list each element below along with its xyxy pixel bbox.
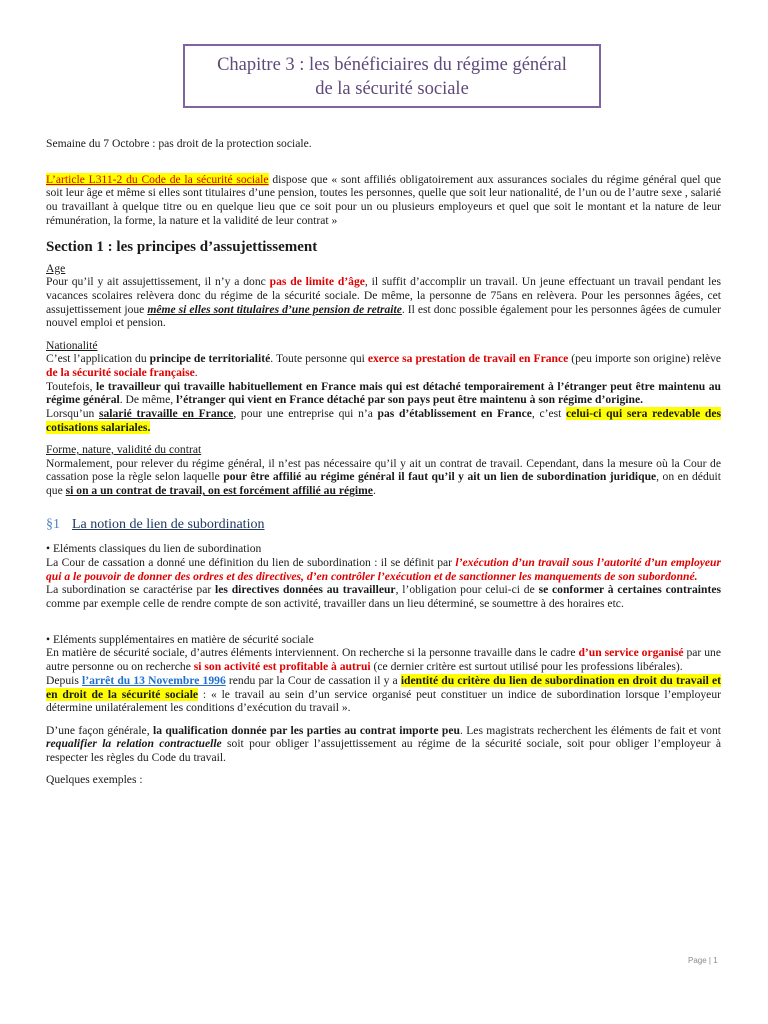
- contrat-heading: Forme, nature, validité du contrat: [46, 442, 202, 456]
- nationalite-paragraph-2: Toutefois, le travailleur qui travaille habituellement en France mais qui est détaché temporairement à l’étranger peut être maintenu au régime général. De même, l’étranger qui vient en France détaché par son pays peut être maintenu à son régime d’origine.: [46, 379, 722, 407]
- supplementaires-paragraph-1: En matière de sécurité sociale, d’autres éléments interviennent. On recherche si la personne travaille dans le cadre d’un service organisé par une autre personne ou on recherche si son activité est profitable à autrui (ce dernier critère est surtout utilisé pour les professions libérales).: [46, 646, 721, 674]
- nationalite-heading: Nationalité: [46, 338, 98, 352]
- arret-link[interactable]: l’arrêt du 13 Novembre 1996: [82, 673, 226, 687]
- chapter-title-box: [183, 44, 601, 108]
- chapter-title-line2: de la sécurité sociale: [315, 79, 469, 99]
- age-heading: Age: [46, 261, 66, 275]
- paragraph-1-label: La notion de lien de subordination: [72, 516, 265, 532]
- chapter-title-line1: Chapitre 3 : les bénéficiaires du régime général: [217, 55, 567, 75]
- classiques-paragraph-2: La subordination se caractérise par les directives données au travailleur, l’obligation pour celui-ci de se conformer à certaines contraintes comme par exemple celle de rendre compte de son activité, travailler dans un lieu déterminé, se soumettre à des horaires etc.: [46, 583, 721, 611]
- classiques-paragraph-1: La Cour de cassation a donné une définition du lien de subordination : il se définit par l’exécution d’un travail sous l’autorité d’un employeur qui a le pouvoir de donner des ordres et des directives, d’en contrôler l’exécution et de sanctionner les manquements de son subordonné.: [46, 555, 722, 583]
- article-text: dispose que « sont affiliés obligatoirement aux assurances sociales du régime général quel que soit leur âge et même si elles sont titulaires d’une pension, toutes les personnes, quelle que soit leur nationalité, de l’un ou de l’autre sexe , salarié ou travaillant à quelque titre ou en quelque lieu que ce soit pour un ou plusieurs employeurs et quel que soit le montant et la nature de leur rémunération, la forme, la nature et la validité de leur contrat »: [46, 172, 721, 227]
- qualification-paragraph: D’une façon générale, la qualification donnée par les parties au contrat importe peu. Les magistrats recherchent les éléments de fait et vont requalifier la relation contractuelle soit pour obliger l’assujettissement au régime de la sécurité sociale, soit pour obliger l’employeur à respecter les règles du Code du travail.: [46, 723, 721, 764]
- exemples-line: Quelques exemples :: [46, 773, 143, 787]
- supplementaires-heading: • Eléments supplémentaires en matière de sécurité sociale: [46, 632, 314, 646]
- age-paragraph: Pour qu’il y ait assujettissement, il n’y a donc pas de limite d’âge, il suffit d’accomplir un travail. Un jeune effectuant un travail pendant les vacances scolaires relèvera donc du régime de la sécurité sociale. De même, la personne de 75ans en relèvera. Pour les personnes âgées, cet assujettissement joue même si elles sont titulaires d’une pension de retraite. Il est donc possible également pour les personnes âgées de cumuler nouvel emploi et pension.: [46, 275, 722, 330]
- article-paragraph: [46, 173, 721, 228]
- section-1-title: Section 1 : les principes d’assujettissement: [46, 238, 318, 255]
- article-reference: L’article L311-2 du Code de la sécurité sociale: [46, 172, 269, 186]
- paragraph-1-title: [46, 516, 721, 534]
- week-line: Semaine du 7 Octobre : pas droit de la protection sociale.: [46, 137, 312, 150]
- paragraph-1-number: §1: [46, 516, 60, 532]
- nationalite-paragraph-3: Lorsqu’un salarié travaille en France, pour une entreprise qui n’a pas d’établissement en France, c’est celui-ci qui sera redevable des cotisations salariales.: [46, 407, 721, 434]
- nationalite-paragraph-1: C’est l’application du principe de territorialité. Toute personne qui exerce sa prestation de travail en France (peu importe son origine) relève de la sécurité sociale française.: [46, 352, 722, 379]
- page-number: Page | 1: [688, 956, 718, 965]
- supplementaires-paragraph-2: Depuis l’arrêt du 13 Novembre 1996 rendu par la Cour de cassation il y a identité du critère du lien de subordination en droit du travail et en droit de la sécurité sociale : « le travail au sein d’un service organisé peut constituer un indice de subordination lorsque l’employeur détermine unilatéralement les conditions d’exécution du travail ».: [46, 673, 721, 715]
- document-body: [46, 137, 721, 787]
- classiques-heading: • Eléments classiques du lien de subordination: [46, 542, 262, 556]
- contrat-paragraph: Normalement, pour relever du régime général, il n’est pas nécessaire qu’il y ait un contrat de travail. Cependant, dans la mesure où la Cour de cassation pose la règle selon laquelle pour être affilié au régime général il faut qu’il y ait un lien de subordination juridique, on en déduit que si on a un contrat de travail, on est forcément affilié au régime.: [46, 456, 721, 498]
